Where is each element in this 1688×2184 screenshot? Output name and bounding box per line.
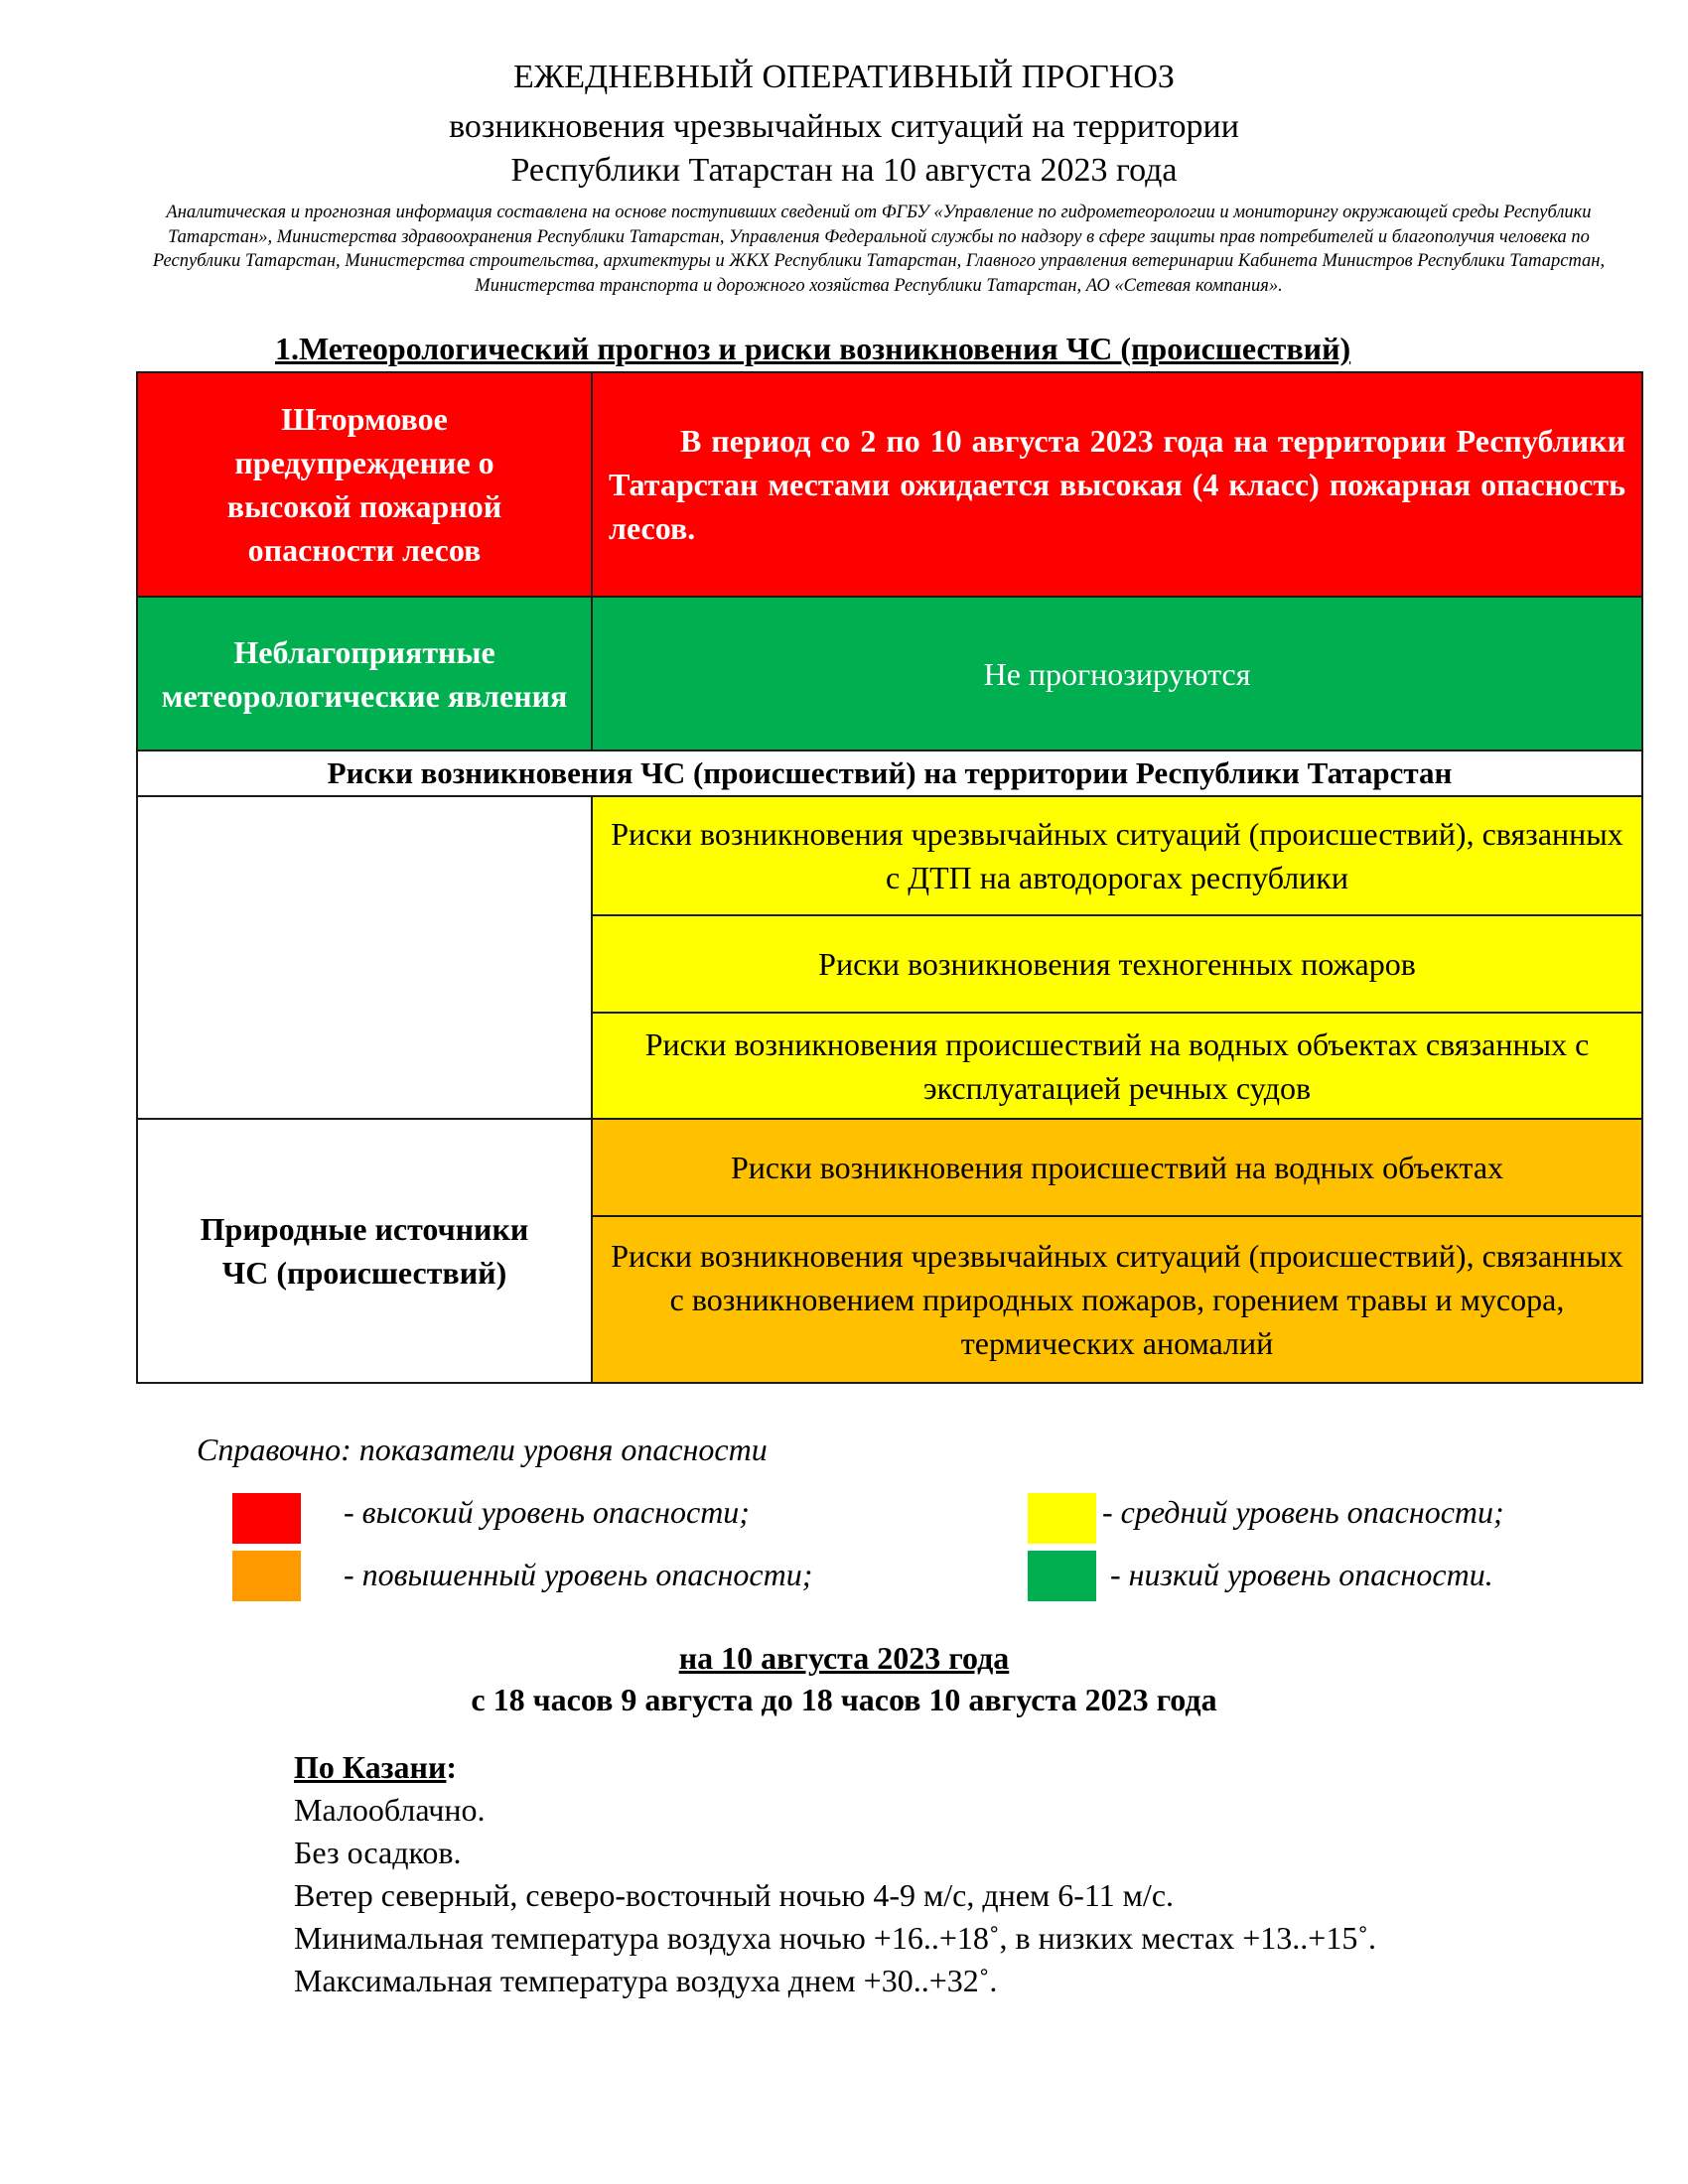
adverse-weather-row: [137, 597, 1642, 751]
natural-sources-label: Природные источники ЧС (происшествий): [137, 1119, 592, 1383]
risk-item: Риски возникновения чрезвычайных ситуаций (происшествий), связанных с ДТП на автодорогах республики: [592, 796, 1642, 915]
legend-heading: Справочно: показатели уровня опасности: [197, 1432, 768, 1467]
city-colon: :: [446, 1749, 458, 1785]
weather-line: Минимальная температура воздуха ночью +16..+18˚, в низких местах +13..+15˚.: [294, 1920, 1376, 1956]
legend-label-low: - низкий уровень опасности.: [1110, 1557, 1493, 1592]
risk-row: [137, 1119, 1642, 1216]
city-heading: [294, 1747, 457, 1787]
legend-label-high: - высокий уровень опасности;: [344, 1494, 750, 1530]
adverse-weather-label: Неблагоприятные метеорологические явления: [137, 597, 592, 751]
risk-item: Риски возникновения чрезвычайных ситуаций (происшествий), связанных с возникновением природных пожаров, горением травы и мусора, термических аномалий: [592, 1216, 1642, 1383]
risk-item: Риски возникновения происшествий на водных объектах связанных с эксплуатацией речных судов: [592, 1013, 1642, 1119]
weather-line: Ветер северный, северо-восточный ночью 4-9 м/с, днем 6-11 м/с.: [294, 1877, 1175, 1913]
technogenic-group-label: [137, 796, 592, 1119]
city-label: По Казани: [294, 1749, 447, 1785]
forecast-date-text: на 10 августа 2023 года: [678, 1640, 1010, 1676]
weather-line: Без осадков.: [294, 1835, 462, 1870]
forecast-risk-table: [136, 371, 1643, 1384]
forecast-date: [0, 1638, 1688, 1678]
document-subtitle-line2: Республики Татарстан на 10 августа 2023 года: [510, 152, 1178, 189]
storm-warning-text: [592, 372, 1642, 597]
legend-swatch-elevated: [232, 1551, 301, 1601]
risk-row: [137, 796, 1642, 915]
document-title: ЕЖЕДНЕВНЫЙ ОПЕРАТИВНЫЙ ПРОГНОЗ: [513, 59, 1175, 95]
adverse-weather-status: Не прогнозируются: [592, 597, 1642, 751]
weather-line: Максимальная температура воздуха днем +30..+32˚.: [294, 1963, 998, 1998]
intro-text: Аналитическая и прогнозная информация составлена на основе поступивших сведений от ФГБУ «Управление по гидрометеорологии и мониторингу окружающей среды Республики Татарстан», Министерства здравоохранения Республики Татарстан, Управления Федеральной службы по надзору в сфере защиты прав потребителей и благополучия человека по Республики Татарстан, Министерства строительства, архитектуры и ЖКХ Республики Татарстан, Главного управления ветеринарии Кабинета Министров Республики Татарстан, Министерства транспорта и дорожного хозяйства Республики Татарстан, АО «Сетевая компания».: [152, 203, 1606, 296]
risks-header: Риски возникновения ЧС (происшествий) на территории Республики Татарстан: [137, 751, 1642, 796]
risk-item: Риски возникновения происшествий на водных объектах: [592, 1119, 1642, 1216]
storm-warning-row: [137, 372, 1642, 597]
risk-item: Риски возникновения техногенных пожаров: [592, 915, 1642, 1013]
section-title: 1.Метеорологический прогноз и риски возникновения ЧС (происшествий): [275, 331, 1351, 366]
legend-swatch-medium: [1028, 1493, 1096, 1544]
document-subtitle-line1: возникновения чрезвычайных ситуаций на территории: [449, 108, 1239, 145]
forecast-period: с 18 часов 9 августа до 18 часов 10 августа 2023 года: [471, 1682, 1217, 1717]
legend-swatch-high: [232, 1493, 301, 1544]
legend-swatch-low: [1028, 1551, 1096, 1601]
intro-paragraph: [149, 201, 1609, 298]
storm-warning-body: В период со 2 по 10 августа 2023 года на территории Республики Татарстан местами ожидается высокая (4 класс) пожарная опасность лесов.: [609, 423, 1625, 546]
storm-warning-label: Штормовое предупреждение о высокой пожарной опасности лесов: [137, 372, 592, 597]
risks-header-row: [137, 751, 1642, 796]
weather-line: Малооблачно.: [294, 1792, 486, 1828]
legend-label-medium: - средний уровень опасности;: [1102, 1494, 1504, 1530]
legend-label-elevated: - повышенный уровень опасности;: [344, 1557, 813, 1592]
